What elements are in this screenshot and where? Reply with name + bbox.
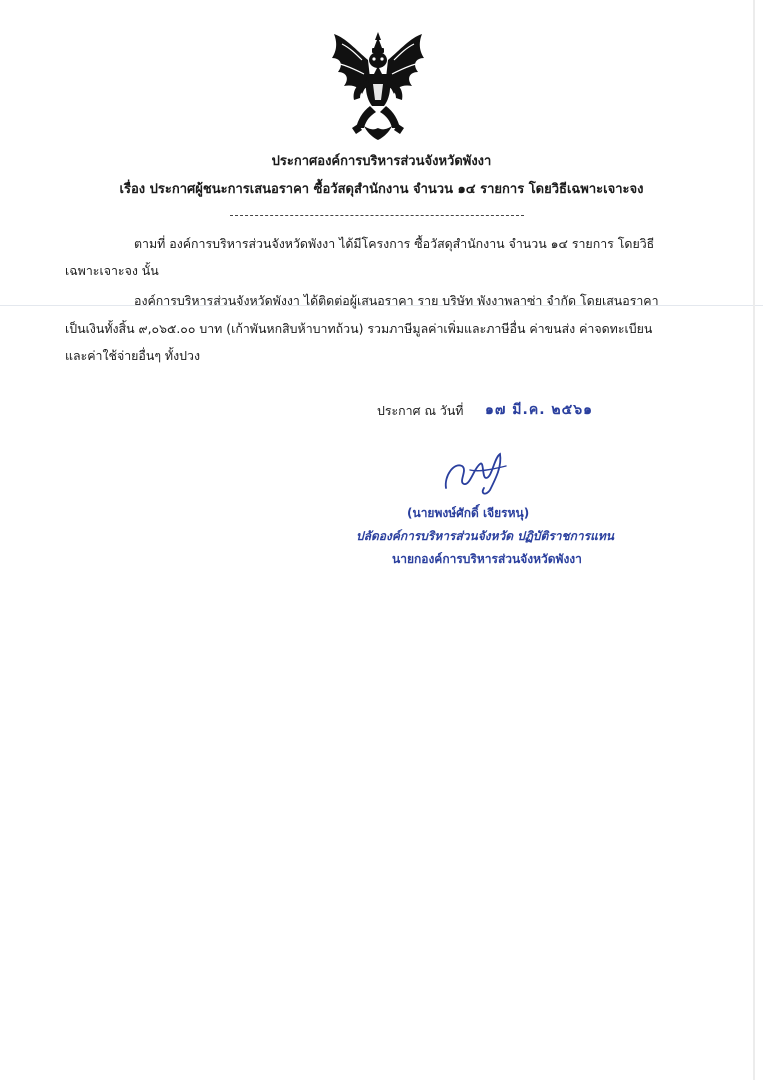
signer-position-1: ปลัดองค์การบริหารส่วนจังหวัด ปฏิบัติราชการแทน [356,529,614,543]
signer-name: (นายพงษ์ศักดิ์ เจียรหนุ) [407,506,530,520]
announce-label: ประกาศ ณ วันที่ [377,403,464,418]
page-title: ประกาศองค์การบริหารส่วนจังหวัดพังงา [271,154,492,169]
paragraph-2-line-3: และค่าใช้จ่ายอื่นๆ ทั้งปวง [65,348,201,363]
paragraph-1-line-1: ตามที่ องค์การบริหารส่วนจังหวัดพังงา ได้มีโครงการ ซื้อวัสดุสำนักงาน จำนวน ๑๔ รายการ โดยวิธี [134,236,655,251]
announce-date: ๑๗ มี.ค. ๒๕๖๑ [485,402,593,418]
garuda-emblem-icon [328,30,428,142]
dashed-divider [230,215,524,216]
handwritten-signature [440,448,512,498]
subject-line: เรื่อง ประกาศผู้ชนะการเสนอราคา ซื้อวัสดุสำนักงาน จำนวน ๑๔ รายการ โดยวิธีเฉพาะเจาะจง [119,182,644,197]
paragraph-2-line-1: องค์การบริหารส่วนจังหวัดพังงา ได้ติดต่อผู้เสนอราคา ราย บริษัท พังงาพลาซ่า จำกัด โดยเสนอราคา [134,293,659,308]
signer-position-2: นายกองค์การบริหารส่วนจังหวัดพังงา [392,552,582,566]
paragraph-1-line-2: เฉพาะเจาะจง นั้น [65,263,159,278]
paragraph-2-line-2: เป็นเงินทั้งสิ้น ๙,๐๖๕.๐๐ บาท (เก้าพันหกสิบห้าบาทถ้วน) รวมภาษีมูลค่าเพิ่มและภาษีอื่น ค่าขนส่ง ค่าจดทะเบียน [65,321,653,336]
